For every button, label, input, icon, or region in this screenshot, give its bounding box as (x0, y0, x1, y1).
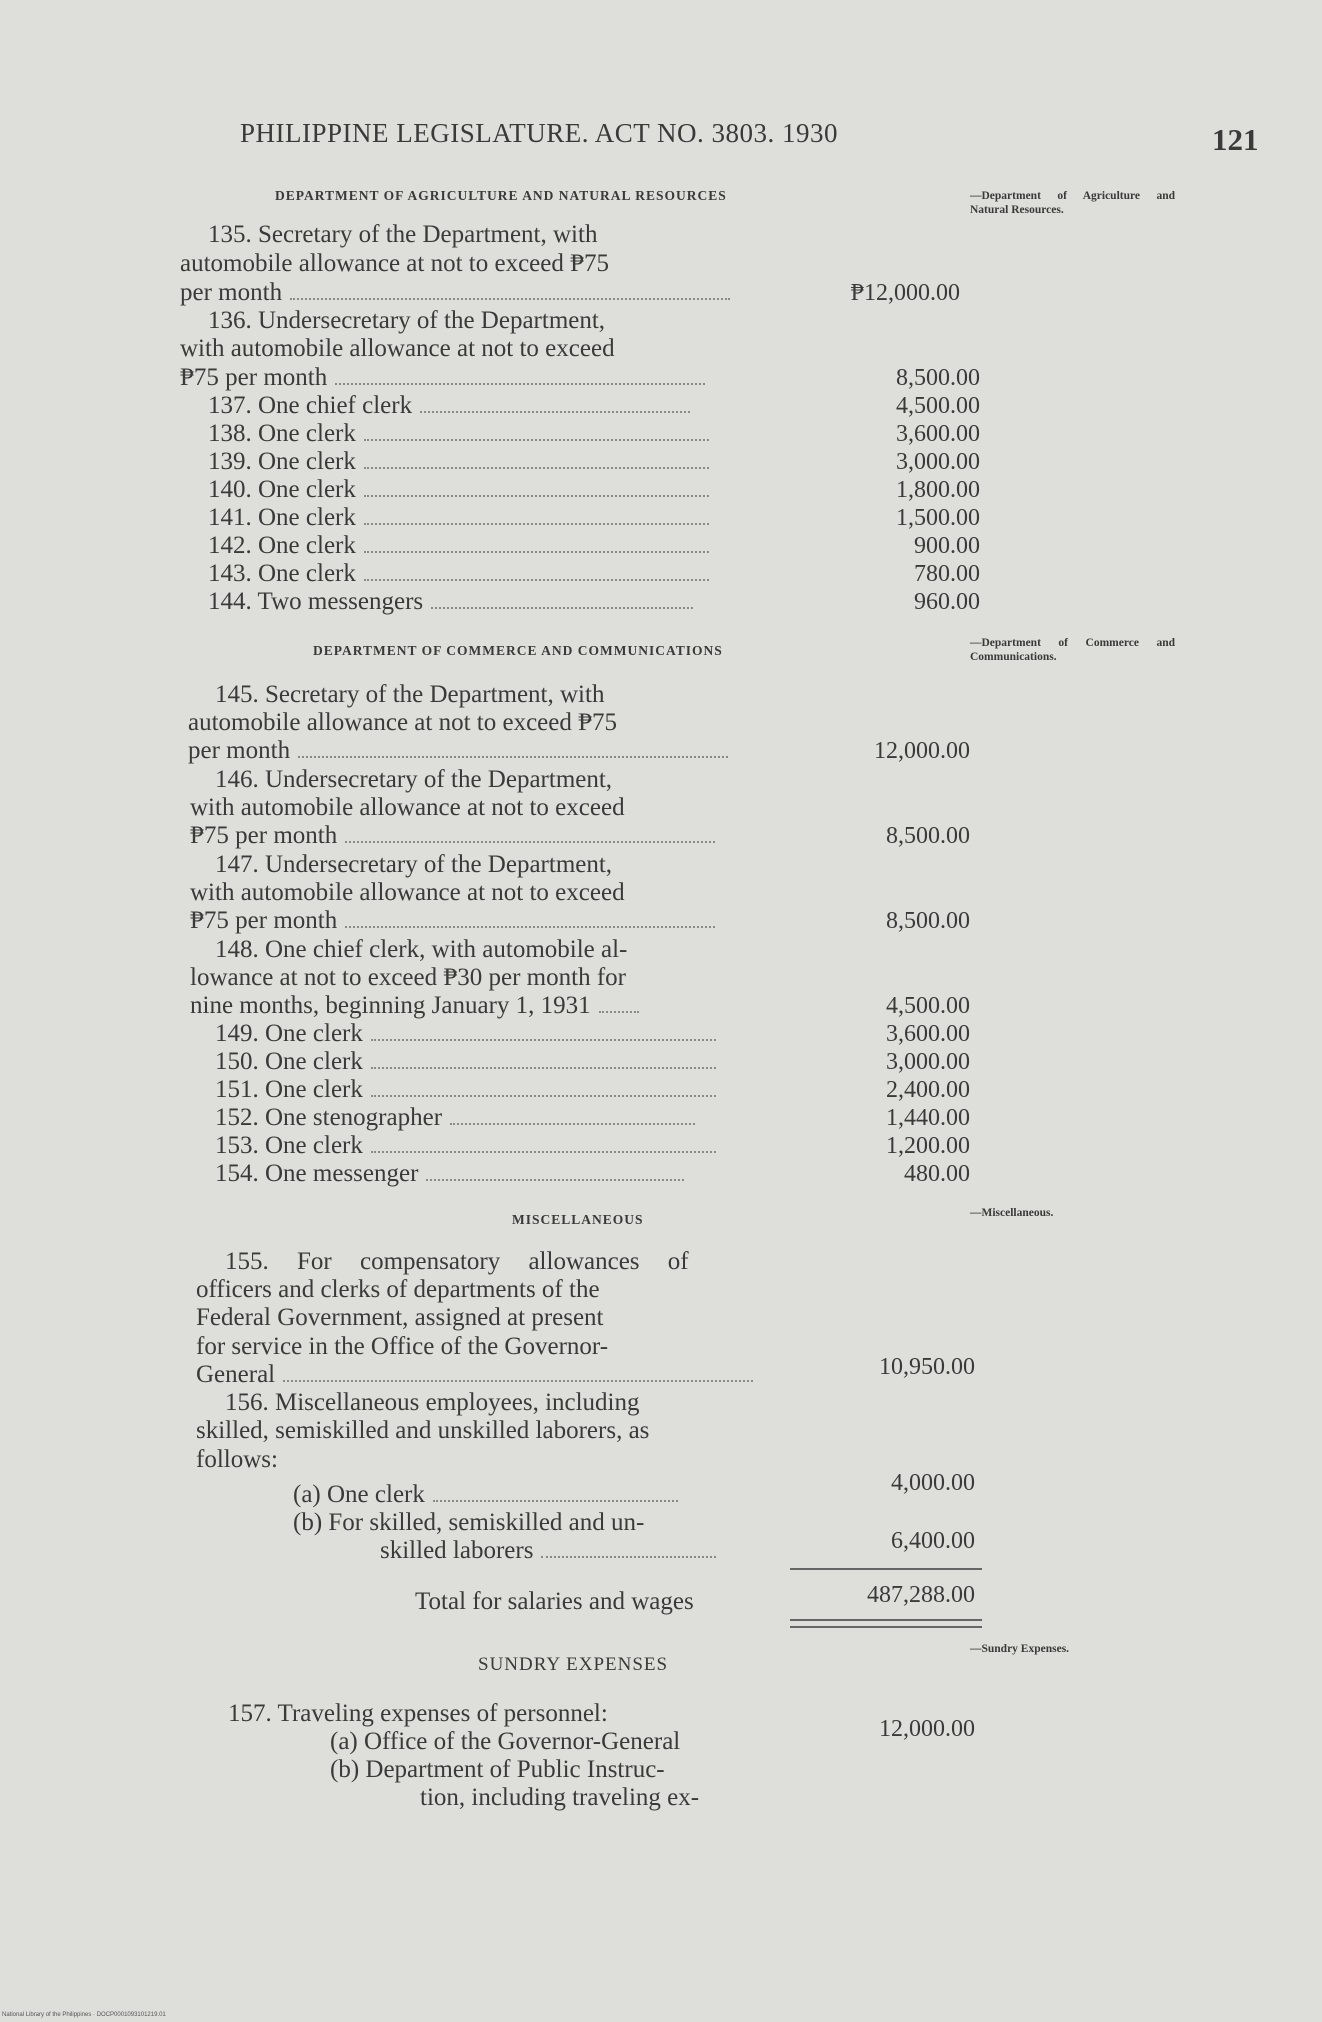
item-151 (215, 1076, 815, 1104)
leader-dots (433, 1494, 678, 1502)
item-148-line-1: 148. One chief clerk, with automobile al- (215, 936, 628, 963)
item-148-label: nine months, beginning January 1, 1931 (190, 992, 591, 1019)
item-139-label: 139. One clerk (208, 448, 356, 475)
item-135-line-1: 135. Secretary of the Department, with (208, 221, 598, 248)
item-148-line-3 (190, 992, 790, 1020)
item-147-line-3 (190, 907, 790, 935)
leader-dots (364, 489, 709, 497)
item-136-line-3 (180, 364, 780, 392)
item-146-line-1: 146. Undersecretary of the Department, (215, 766, 613, 793)
leader-dots (364, 545, 709, 553)
item-156-b-line-1: (b) For skilled, semiskilled and un- (293, 1509, 645, 1536)
amount-142: 900.00 (914, 533, 980, 559)
amount-140: 1,800.00 (896, 477, 980, 503)
item-149 (215, 1020, 815, 1048)
item-140 (208, 476, 808, 504)
item-155-line-5 (196, 1361, 796, 1389)
item-139 (208, 448, 808, 476)
amount-141: 1,500.00 (896, 505, 980, 531)
leader-dots (364, 573, 709, 581)
item-154 (215, 1160, 815, 1188)
item-157-b-line-1: (b) Department of Public Instruc- (330, 1756, 665, 1783)
total-amount: 487,288.00 (867, 1582, 975, 1608)
item-140-label: 140. One clerk (208, 476, 356, 503)
item-151-label: 151. One clerk (215, 1076, 363, 1103)
margin-note-agriculture: —Department of Agriculture and Natural Resources. (970, 190, 1175, 216)
item-141-label: 141. One clerk (208, 504, 356, 531)
item-152-label: 152. One stenographer (215, 1104, 443, 1131)
item-156-line-3: follows: (196, 1446, 278, 1473)
leader-dots (431, 601, 693, 609)
item-147-line-2: with automobile allowance at not to exceed (190, 879, 625, 906)
leader-dots (364, 433, 709, 441)
item-157: 157. Traveling expenses of personnel: (228, 1700, 608, 1727)
item-157-b-line-2: tion, including traveling ex- (420, 1784, 700, 1811)
leader-dots (420, 405, 690, 413)
amount-157-a: 12,000.00 (879, 1716, 975, 1742)
leader-dots (335, 377, 705, 385)
item-150-label: 150. One clerk (215, 1048, 363, 1075)
leader-dots (345, 835, 715, 843)
amount-145: 12,000.00 (874, 738, 970, 764)
page-number: 121 (1212, 122, 1259, 157)
leader-dots (283, 1374, 753, 1382)
amount-149: 3,600.00 (886, 1021, 970, 1047)
section-heading-sundry: SUNDRY EXPENSES (478, 1654, 669, 1675)
amount-152: 1,440.00 (886, 1105, 970, 1131)
item-152 (215, 1104, 815, 1132)
leader-dots (364, 461, 709, 469)
amount-155: 10,950.00 (879, 1354, 975, 1380)
margin-note-miscellaneous: —Miscellaneous. (970, 1207, 1054, 1219)
amount-143: 780.00 (914, 561, 980, 587)
total-label: Total for salaries and wages (415, 1588, 694, 1615)
leader-dots (371, 1033, 716, 1041)
item-142 (208, 532, 808, 560)
margin-note-commerce: —Department of Commerce and Communications. (970, 637, 1175, 663)
amount-150: 3,000.00 (886, 1049, 970, 1075)
leader-dots (298, 750, 728, 758)
margin-note-sundry: —Sundry Expenses. (970, 1643, 1070, 1655)
leader-dots (364, 517, 709, 525)
amount-135: ₱12,000.00 (850, 280, 960, 306)
amount-156-b: 6,400.00 (891, 1528, 975, 1554)
item-156-a-label: (a) One clerk (293, 1481, 425, 1508)
amount-153: 1,200.00 (886, 1133, 970, 1159)
item-156-b-label: skilled laborers (380, 1537, 534, 1564)
item-138-label: 138. One clerk (208, 420, 356, 447)
item-153 (215, 1132, 815, 1160)
total-double-rule (790, 1619, 982, 1628)
amount-138: 3,600.00 (896, 421, 980, 447)
item-146-line-2: with automobile allowance at not to exceed (190, 794, 625, 821)
item-156-line-1: 156. Miscellaneous employees, including (225, 1389, 640, 1416)
amount-151: 2,400.00 (886, 1077, 970, 1103)
amount-147: 8,500.00 (886, 908, 970, 934)
section-heading-commerce: DEPARTMENT OF COMMERCE AND COMMUNICATIONS (313, 643, 723, 658)
item-144-label: 144. Two messengers (208, 588, 424, 615)
amount-156-a: 4,000.00 (891, 1470, 975, 1496)
item-146-label: ₱75 per month (190, 822, 338, 849)
item-154-label: 154. One messenger (215, 1160, 419, 1187)
leader-dots (426, 1173, 684, 1181)
leader-dots (345, 920, 715, 928)
running-head: PHILIPPINE LEGISLATURE. ACT NO. 3803. 1930 (240, 118, 839, 148)
leader-dots (290, 292, 730, 300)
item-136-line-2: with automobile allowance at not to exceed (180, 335, 615, 362)
amount-148: 4,500.00 (886, 993, 970, 1019)
amount-136: 8,500.00 (896, 365, 980, 391)
section-heading-agriculture: DEPARTMENT OF AGRICULTURE AND NATURAL RESOURCES (275, 188, 727, 203)
item-142-label: 142. One clerk (208, 532, 356, 559)
leader-dots (541, 1550, 716, 1558)
item-145-line-3 (188, 737, 788, 765)
item-150 (215, 1048, 815, 1076)
item-137 (208, 392, 808, 420)
item-146-line-3 (190, 822, 790, 850)
item-145-line-2: automobile allowance at not to exceed ₱75 (188, 709, 618, 736)
item-136-label: ₱75 per month (180, 364, 328, 391)
item-135-line-3 (180, 279, 780, 307)
item-155-label: General (196, 1361, 276, 1388)
total-rule (790, 1568, 982, 1570)
item-135-line-2: automobile allowance at not to exceed ₱75 (180, 250, 610, 277)
item-147-line-1: 147. Undersecretary of the Department, (215, 851, 613, 878)
item-144 (208, 588, 808, 616)
item-143 (208, 560, 808, 588)
item-155-line-4: for service in the Office of the Governor- (196, 1333, 609, 1360)
item-145-line-1: 145. Secretary of the Department, with (215, 681, 605, 708)
section-heading-miscellaneous: MISCELLANEOUS (512, 1212, 644, 1227)
item-145-label: per month (188, 737, 291, 764)
item-157-a: (a) Office of the Governor-General (330, 1728, 681, 1755)
scan-footer: National Library of the Philippines · DOCP0001093101219.01 (2, 2012, 166, 2018)
amount-146: 8,500.00 (886, 823, 970, 849)
leader-dots (371, 1145, 716, 1153)
item-155-line-3: Federal Government, assigned at present (196, 1304, 604, 1331)
amount-144: 960.00 (914, 589, 980, 615)
item-143-label: 143. One clerk (208, 560, 356, 587)
leader-dots (599, 1005, 639, 1013)
item-148-line-2: lowance at not to exceed ₱30 per month for (190, 964, 626, 991)
item-137-label: 137. One chief clerk (208, 392, 413, 419)
amount-137: 4,500.00 (896, 393, 980, 419)
leader-dots (371, 1061, 716, 1069)
item-149-label: 149. One clerk (215, 1020, 363, 1047)
item-135-label: per month (180, 279, 283, 306)
item-153-label: 153. One clerk (215, 1132, 363, 1159)
leader-dots (450, 1117, 695, 1125)
item-141 (208, 504, 808, 532)
leader-dots (371, 1089, 716, 1097)
amount-154: 480.00 (904, 1161, 970, 1187)
item-138 (208, 420, 808, 448)
item-136-line-1: 136. Undersecretary of the Department, (208, 307, 606, 334)
amount-139: 3,000.00 (896, 449, 980, 475)
item-147-label: ₱75 per month (190, 907, 338, 934)
item-155-line-1: 155. For compensatory allowances of (225, 1248, 689, 1275)
item-156-line-2: skilled, semiskilled and unskilled laborers, as (196, 1417, 650, 1444)
item-155-line-2: officers and clerks of departments of the (196, 1276, 600, 1303)
